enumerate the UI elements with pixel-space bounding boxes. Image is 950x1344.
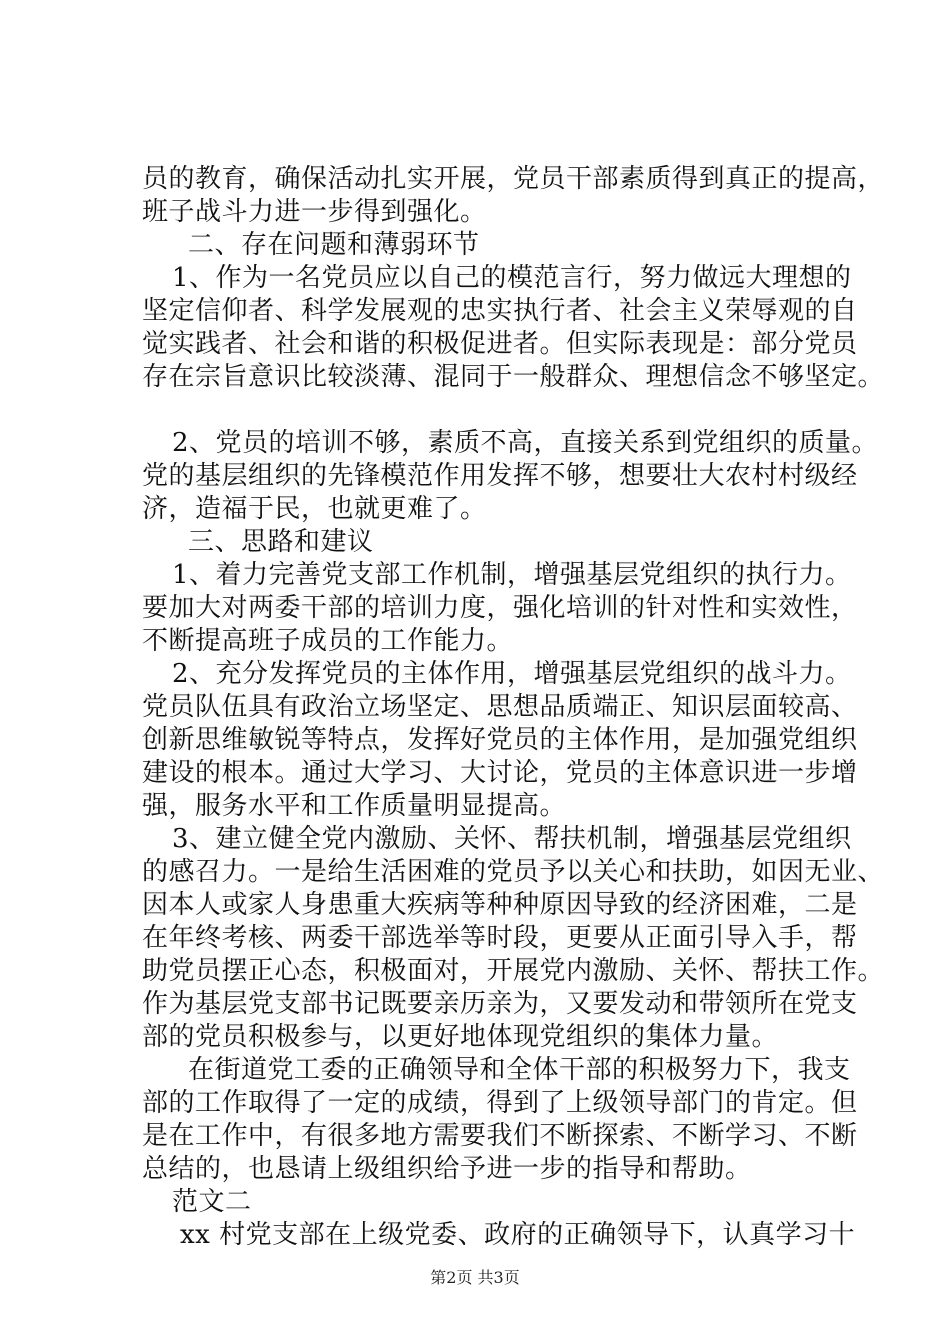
- paragraph-first-line: 2、充分发挥党员的主体作用，增强基层党组织的战斗力。: [172, 659, 852, 689]
- document-body: [142, 163, 885, 1252]
- paragraph-first-line: 在街道党工委的正确领导和全体干部的积极努力下，我支: [188, 1055, 851, 1085]
- section-heading: 三、思路和建议: [188, 527, 374, 557]
- text-line: 是在工作中，有很多地方需要我们不断探索、不断学习、不断: [142, 1121, 858, 1151]
- text-line: 觉实践者、社会和谐的积极促进者。但实际表现是：部分党员: [142, 329, 858, 359]
- text-line: 强，服务水平和工作质量明显提高。: [142, 791, 567, 821]
- text-line: 总结的，也恳请上级组织给予进一步的指导和帮助。: [142, 1154, 752, 1184]
- paragraph-first-line: 1、着力完善党支部工作机制，增强基层党组织的执行力。: [172, 560, 852, 590]
- paragraph-first-line: 2、党员的培训不够，素质不高，直接关系到党组织的质量。: [172, 428, 879, 458]
- text-line: 建设的根本。通过大学习、大讨论，党员的主体意识进一步增: [142, 758, 858, 788]
- text-line: 因本人或家人身患重大疾病等种种原因导致的经济困难，二是: [142, 890, 858, 920]
- text-line: 部的党员积极参与，以更好地体现党组织的集体力量。: [142, 1022, 779, 1052]
- text-line: 不断提高班子成员的工作能力。: [142, 626, 514, 656]
- text-line: 坚定信仰者、科学发展观的忠实执行者、社会主义荣辱观的自: [142, 296, 858, 326]
- text-line: 存在宗旨意识比较淡薄、混同于一般群众、理想信念不够坚定。: [142, 362, 885, 392]
- text-line: 助党员摆正心态，积极面对，开展党内激励、关怀、帮扶工作。: [142, 956, 885, 986]
- section-heading: 二、存在问题和薄弱环节: [188, 230, 480, 260]
- paragraph-gap: [142, 394, 842, 427]
- page-footer: 第2页 共3页: [430, 1268, 520, 1287]
- text-line: 创新思维敏锐等特点，发挥好党员的主体作用，是加强党组织: [142, 725, 858, 755]
- section-heading: 范文二: [172, 1187, 252, 1217]
- paragraph-first-line: xx 村党支部在上级党委、政府的正确领导下，认真学习十: [180, 1220, 856, 1250]
- text-line: 员的教育，确保活动扎实开展，党员干部素质得到真正的提高，: [142, 164, 885, 194]
- text-line: 济，造福于民，也就更难了。: [142, 494, 487, 524]
- text-line: 要加大对两委干部的培训力度，强化培训的针对性和实效性，: [142, 593, 858, 623]
- text-line: 党员队伍具有政治立场坚定、思想品质端正、知识层面较高、: [142, 692, 858, 722]
- paragraph-first-line: 1、作为一名党员应以自己的模范言行，努力做远大理想的: [172, 263, 852, 293]
- text-line: 班子战斗力进一步得到强化。: [142, 197, 487, 227]
- paragraph-first-line: 3、建立健全党内激励、关怀、帮扶机制，增强基层党组织: [172, 824, 852, 854]
- text-line: 在年终考核、两委干部选举等时段，更要从正面引导入手，帮: [142, 923, 858, 953]
- text-line: 部的工作取得了一定的成绩，得到了上级领导部门的肯定。但: [142, 1088, 858, 1118]
- text-line: 党的基层组织的先锋模范作用发挥不够，想要壮大农村村级经: [142, 461, 858, 491]
- text-line: 的感召力。一是给生活困难的党员予以关心和扶助，如因无业、: [142, 857, 885, 887]
- text-line: 作为基层党支部书记既要亲历亲为，又要发动和带领所在党支: [142, 989, 858, 1019]
